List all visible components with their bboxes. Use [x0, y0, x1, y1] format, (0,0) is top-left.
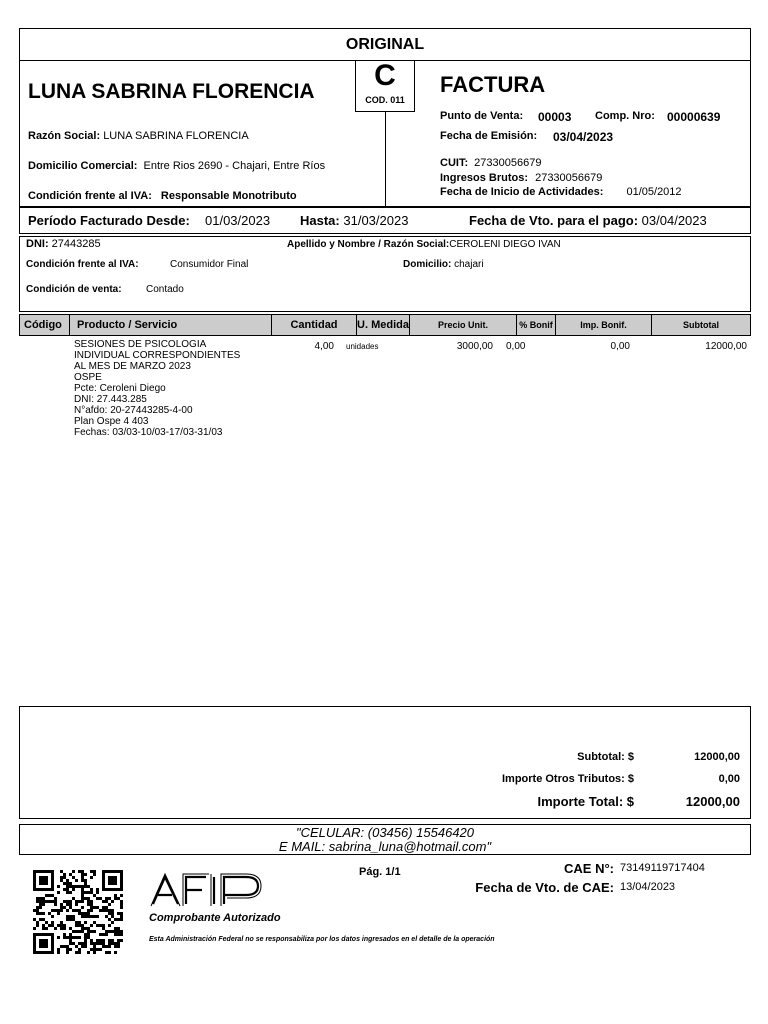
page-number: Pág. 1/1	[359, 866, 401, 878]
producto-line: DNI: 27.443.285	[74, 394, 147, 405]
th-codigo: Código	[20, 315, 70, 336]
iva-value: Responsable Monotributo	[160, 190, 297, 202]
period-vto-row	[469, 213, 707, 228]
razon-social-label: Razón Social:	[28, 130, 101, 142]
producto-line: N°afdo: 20-27443285-4-00	[74, 405, 193, 416]
client-dni-label: DNI:	[26, 238, 49, 250]
razon-social-value: LUNA SABRINA FLORENCIA	[103, 130, 249, 142]
disclaimer: Esta Administración Federal no se responsabiliza por los datos ingresados en el detalle de la operación	[149, 936, 495, 943]
client-domicilio-label: Domicilio:	[403, 259, 452, 270]
iva-row	[28, 190, 297, 202]
row-cantidad: 4,00	[314, 341, 334, 352]
cae-value: 73149119717404	[620, 862, 705, 874]
client-domicilio-row	[403, 259, 484, 270]
row-subtotal: 12000,00	[705, 341, 747, 352]
doc-type: FACTURA	[440, 72, 546, 97]
items-table-header	[19, 314, 751, 336]
client-venta-value: Contado	[146, 284, 184, 295]
client-domicilio-value: chajari	[454, 259, 484, 270]
subtotal-value: 12000,00	[694, 751, 740, 763]
qr-code	[33, 870, 123, 954]
period-vto-label: Fecha de Vto. para el pago:	[469, 213, 639, 228]
contact-email: E MAIL: sabrina_luna@hotmail.com"	[278, 839, 492, 854]
th-precio: Precio Unit.	[410, 315, 517, 336]
comp-nro-label: Comp. Nro:	[595, 110, 655, 122]
client-iva-label: Condición frente al IVA:	[26, 259, 139, 270]
razon-social-row	[28, 130, 249, 142]
client-nombre-row	[287, 239, 561, 250]
cae-label: CAE N°:	[564, 861, 614, 876]
producto-line: AL MES DE MARZO 2023	[74, 361, 191, 372]
row-precio: 3000,00	[456, 341, 493, 352]
cuit-value: 27330056679	[474, 157, 542, 169]
producto-line: SESIONES DE PSICOLOGIA	[74, 339, 207, 350]
punto-venta-label: Punto de Venta:	[440, 110, 524, 122]
row-bonif-imp: 0,00	[610, 341, 630, 352]
th-cantidad: Cantidad	[272, 315, 357, 336]
contact-phone: "CELULAR: (03456) 15546420	[295, 825, 475, 840]
punto-venta-value: 00003	[538, 110, 572, 124]
domicilio-row	[28, 160, 325, 172]
authorized-label: Comprobante Autorizado	[149, 912, 281, 924]
afip-logo-text: AFIP	[150, 873, 153, 874]
client-dni-row	[26, 238, 101, 250]
period-hasta-row	[300, 213, 408, 228]
producto-line: Plan Ospe 4 403	[74, 416, 149, 427]
th-subtotal: Subtotal	[683, 320, 719, 330]
fecha-emision-label: Fecha de Emisión:	[440, 130, 538, 142]
cae-vto-label: Fecha de Vto. de CAE:	[475, 880, 614, 895]
otros-tributos-label: Importe Otros Tributos: $	[501, 773, 634, 785]
cuit-row	[440, 157, 541, 169]
domicilio-label: Domicilio Comercial:	[28, 160, 138, 172]
inicio-row	[440, 186, 682, 198]
comp-nro-value: 00000639	[667, 110, 721, 124]
inicio-value: 01/05/2012	[626, 186, 682, 198]
client-iva-value: Consumidor Final	[170, 259, 249, 270]
invoice-code: COD. 011	[365, 95, 405, 105]
cuit-label: CUIT:	[440, 157, 469, 169]
client-nombre-value: CEROLENI DIEGO IVAN	[449, 239, 561, 250]
iibb-label: Ingresos Brutos:	[440, 172, 529, 184]
producto-line: Fechas: 03/03-10/03-17/03-31/03	[74, 427, 223, 438]
row-producto	[74, 339, 274, 438]
client-venta-label: Condición de venta:	[26, 284, 122, 295]
iibb-value: 27330056679	[535, 172, 603, 184]
issuer-name: LUNA SABRINA FLORENCIA	[28, 80, 315, 103]
iibb-row	[440, 172, 602, 184]
th-bonif-pct: % Bonif	[517, 315, 556, 336]
producto-line: INDIVIDUAL CORRESPONDIENTES	[74, 350, 241, 361]
total-value: 12000,00	[685, 794, 740, 809]
afip-logo	[150, 873, 265, 907]
otros-tributos-value: 0,00	[718, 773, 740, 785]
producto-line: Pcte: Ceroleni Diego	[74, 383, 166, 394]
fecha-emision-value: 03/04/2023	[553, 130, 614, 144]
th-producto: Producto / Servicio	[70, 315, 272, 336]
period-desde-value: 01/03/2023	[205, 213, 271, 228]
header-center-divider	[385, 112, 386, 207]
total-label: Importe Total: $	[537, 794, 634, 809]
th-umedida: U. Medida	[357, 315, 410, 336]
invoice-letter: C	[374, 59, 396, 92]
th-bonif-imp: Imp. Bonif.	[556, 315, 652, 336]
period-hasta-label: Hasta:	[300, 213, 340, 228]
row-unidad: unidades	[346, 342, 379, 351]
client-dni-value: 27443285	[51, 238, 101, 250]
row-bonif-pct: 0,00	[506, 341, 526, 352]
period-vto-value: 03/04/2023	[641, 213, 707, 228]
subtotal-label: Subtotal: $	[577, 751, 634, 763]
producto-line: OSPE	[74, 372, 102, 383]
client-nombre-label: Apellido y Nombre / Razón Social:	[287, 239, 450, 250]
period-desde-label: Período Facturado Desde:	[28, 213, 190, 228]
table-row	[19, 339, 751, 449]
copy-label: ORIGINAL	[345, 36, 425, 53]
iva-label: Condición frente al IVA:	[28, 190, 152, 202]
cae-vto-value: 13/04/2023	[620, 881, 676, 893]
period-hasta-value: 31/03/2023	[343, 213, 409, 228]
domicilio-value: Entre Rios 2690 - Chajari, Entre Ríos	[143, 160, 326, 172]
inicio-label: Fecha de Inicio de Actividades:	[440, 186, 604, 198]
